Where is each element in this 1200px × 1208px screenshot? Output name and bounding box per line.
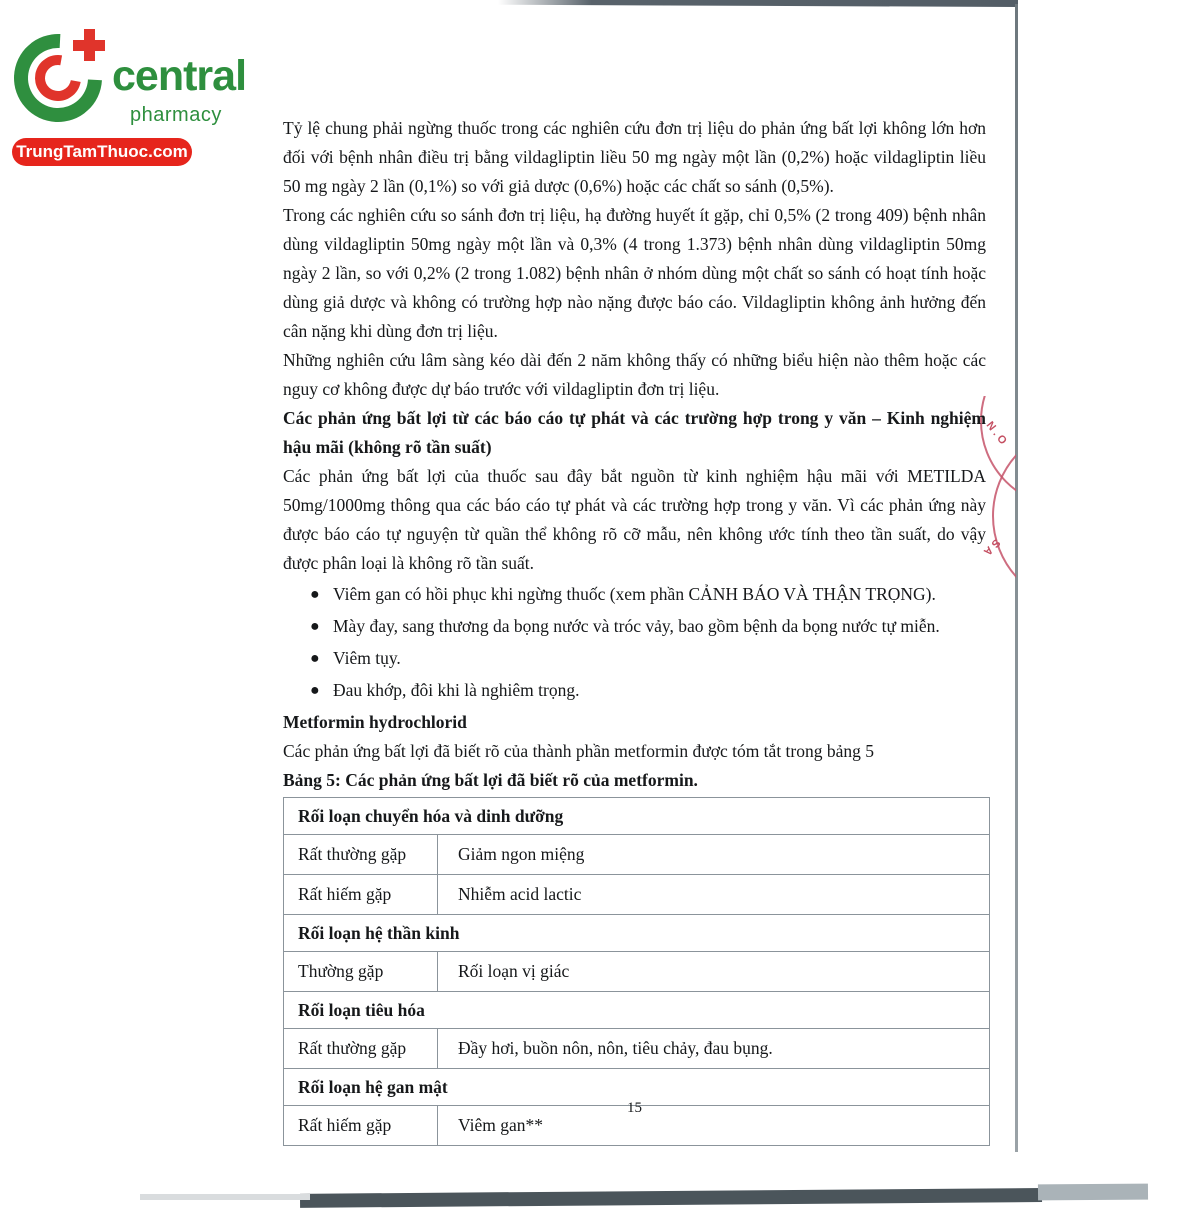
scan-edge-bottom-left [140, 1194, 310, 1200]
list-item-text: Viêm tụy. [333, 648, 401, 668]
effect-cell: Viêm gan** [438, 1106, 990, 1146]
table-section-label: Rối loạn hệ gan mật [284, 1069, 990, 1106]
table-row [284, 915, 990, 952]
page-number: 15 [627, 1100, 642, 1116]
central-pharmacy-logo [12, 26, 282, 161]
plus-cross-icon [72, 28, 106, 62]
effect-cell: Giảm ngon miệng [438, 835, 990, 875]
bullet-icon: ● [310, 586, 320, 603]
bullet-icon: ● [310, 682, 320, 699]
scan-edge-bottom-light [1038, 1184, 1148, 1201]
stamp-text-top: .N.O [979, 414, 1011, 450]
effect-cell: Rối loạn vị giác [438, 952, 990, 992]
paragraph-2year-studies: Những nghiên cứu lâm sàng kéo dài đến 2 năm không thấy có những biểu hiện nào thêm hoặc các nguy cơ không được dự báo trước với vildagliptin đơn trị liệu. [283, 350, 986, 399]
list-item-text: Đau khớp, đôi khi là nghiêm trọng. [333, 680, 580, 700]
logo-website-badge: TrungTamThuoc.com [12, 138, 192, 166]
table-row [284, 992, 990, 1029]
paragraph-postmarketing-source: Các phản ứng bất lợi của thuốc sau đây bắt nguồn từ kinh nghiệm hậu mãi với METILDA 50mg/1000mg thông qua các báo cáo tự phát và các trường hợp trong y văn. Vì các phản ứng này được báo cáo tự nguyện từ quần thể không rõ cỡ mẫu, nên không ước tính theo tần suất, do vậy được phân loại là không rõ tần suất. [283, 466, 986, 573]
heading-postmarketing: Các phản ứng bất lợi từ các báo cáo tự phát và các trường hợp trong y văn – Kinh nghiệm hậu mãi (không rõ tần suất) [283, 408, 986, 457]
frequency-cell: Thường gặp [284, 952, 438, 992]
list-item [283, 612, 986, 641]
table-caption: Bảng 5: Các phản ứng bất lợi đã biết rõ của metformin. [283, 770, 698, 790]
table-row [284, 952, 990, 992]
frequency-cell: Rất hiếm gặp [284, 1106, 438, 1146]
document-body [283, 114, 986, 1146]
table-row [284, 1029, 990, 1069]
frequency-cell: Rất hiếm gặp [284, 875, 438, 915]
list-item [283, 644, 986, 673]
table-row [284, 875, 990, 915]
adverse-reaction-list [283, 580, 986, 705]
effect-cell: Đầy hơi, buồn nôn, nôn, tiêu chảy, đau bụng. [438, 1029, 990, 1069]
table-section-label: Rối loạn hệ thần kinh [284, 915, 990, 952]
list-item [283, 676, 986, 705]
logo-brand-text: central [112, 52, 247, 100]
list-item-text: Mày đay, sang thương da bọng nước và tróc vảy, bao gồm bệnh da bọng nước tự miễn. [333, 616, 940, 636]
frequency-cell: Rất thường gặp [284, 835, 438, 875]
paragraph-hypoglycemia-studies: Trong các nghiên cứu so sánh đơn trị liệu, hạ đường huyết ít gặp, chỉ 0,5% (2 trong 409) bệnh nhân dùng vildagliptin 50mg ngày một lần và 0,3% (4 trong 1.373) bệnh nhân dùng vildagliptin 50mg ngày 2 lần, so với 0,2% (2 trong 1.082) bệnh nhân ở nhóm dùng một chất so sánh có hoạt tính hoặc dùng giả dược và không có trường hợp nào nặng được báo cáo. Vildagliptin không ảnh hưởng đến cân nặng khi dùng đơn trị liệu. [283, 205, 986, 341]
stamp-text-bottom: SA [978, 536, 1003, 560]
scan-edge-bottom [300, 1188, 1042, 1208]
table-section-label: Rối loạn tiêu hóa [284, 992, 990, 1029]
adverse-reactions-table [283, 797, 990, 1146]
list-item-text: Viêm gan có hồi phục khi ngừng thuốc (xem phần CẢNH BÁO VÀ THẬN TRỌNG). [333, 584, 936, 604]
scan-edge-top [498, 0, 1018, 7]
bullet-icon: ● [310, 650, 320, 667]
pharmacy-cross-icon [14, 34, 102, 122]
paragraph-discontinuation-rate: Tỷ lệ chung phải ngừng thuốc trong các nghiên cứu đơn trị liệu do phản ứng bất lợi không lớn hơn đối với bệnh nhân điều trị bằng vildagliptin liều 50 mg ngày một lần (0,2%) hoặc vildagliptin liều 50 mg ngày 2 lần (0,1%) so với giả dược (0,6%) hoặc các chất so sánh (0,5%). [283, 118, 986, 196]
list-item [283, 580, 986, 609]
table-row [284, 798, 990, 835]
logo-sub-text: pharmacy [130, 104, 222, 126]
heading-metformin: Metformin hydrochlorid [283, 712, 467, 732]
table-row [284, 835, 990, 875]
table-section-label: Rối loạn chuyển hóa và dinh dưỡng [284, 798, 990, 835]
paragraph-metformin-intro: Các phản ứng bất lợi đã biết rõ của thành phần metformin được tóm tắt trong bảng 5 [283, 741, 875, 761]
effect-cell: Nhiễm acid lactic [438, 875, 990, 915]
bullet-icon: ● [310, 618, 320, 635]
frequency-cell: Rất thường gặp [284, 1029, 438, 1069]
